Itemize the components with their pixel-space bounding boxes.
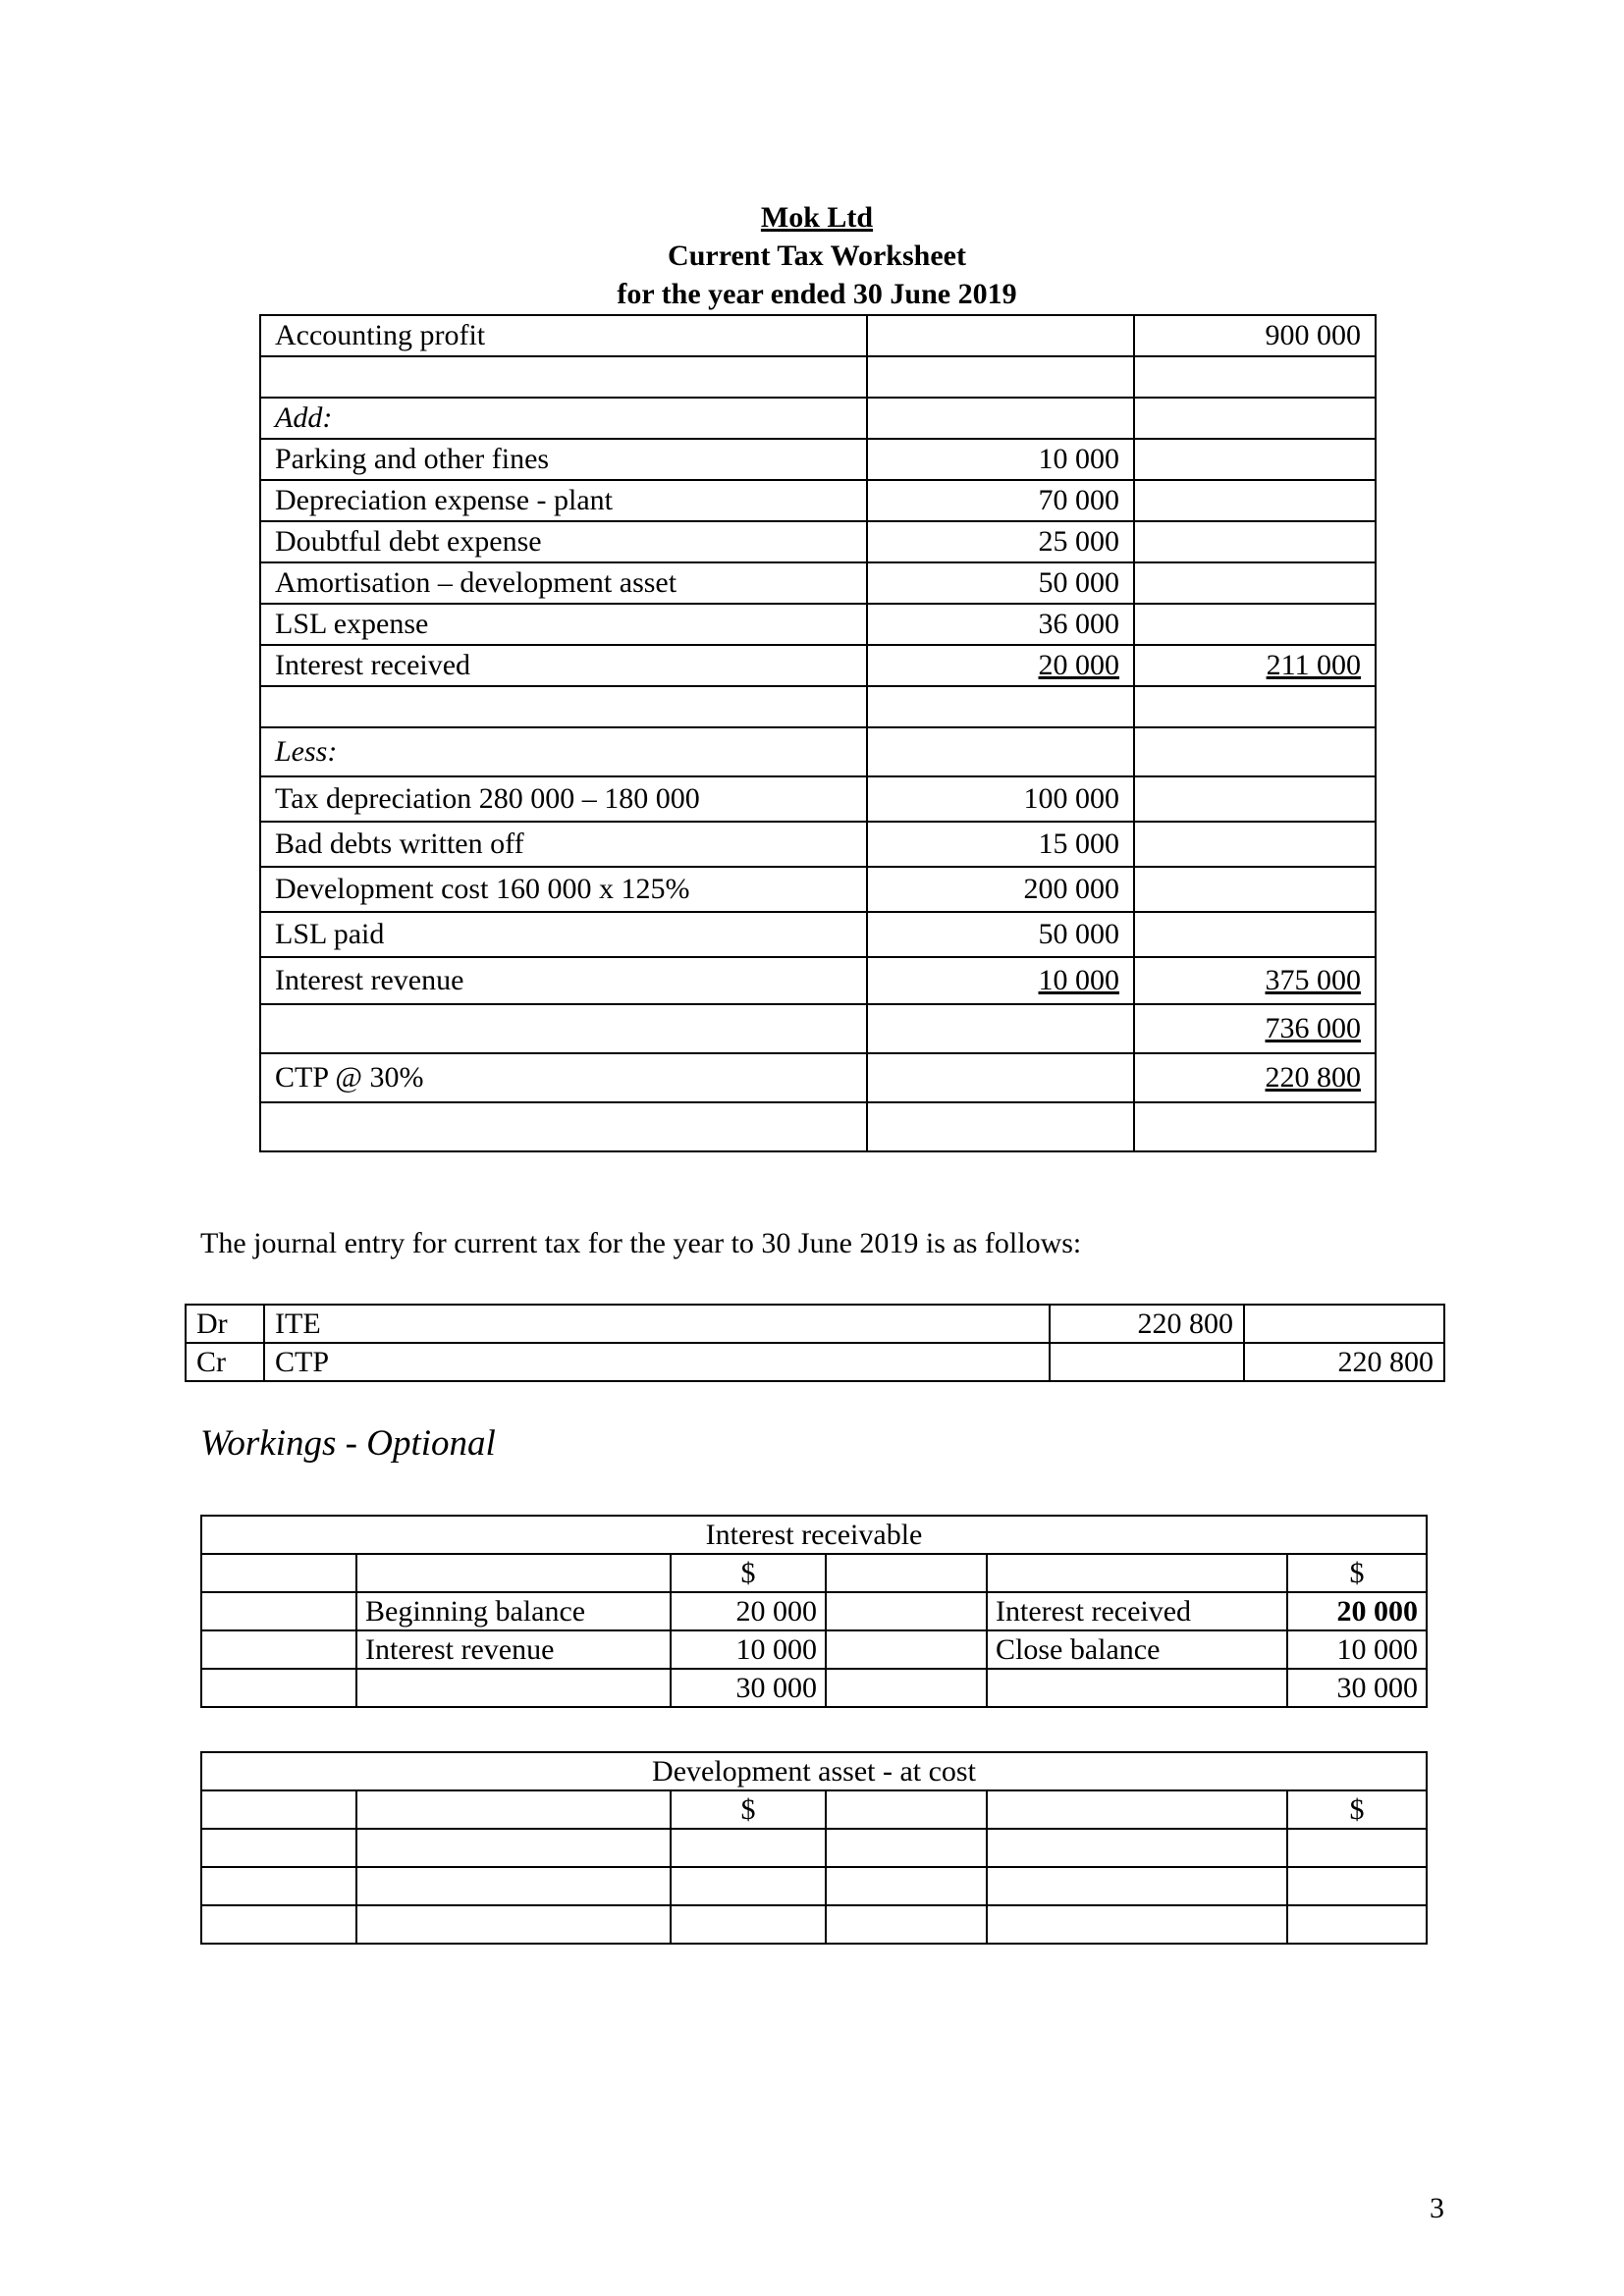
debit-amount: 10 000 — [671, 1630, 826, 1669]
current-tax-worksheet — [259, 314, 1377, 1152]
blank-row — [201, 1867, 1427, 1905]
journal-intro: The journal entry for current tax for the year to 30 June 2019 is as follows: — [200, 1227, 1082, 1259]
entry-debit: 220 800 — [1050, 1305, 1244, 1343]
company-name: Mok Ltd — [760, 201, 874, 234]
row-label: Parking and other fines — [260, 439, 867, 480]
table-row — [201, 1554, 1427, 1592]
table-row — [260, 822, 1376, 867]
table-row — [201, 1516, 1427, 1554]
blank-row — [260, 1102, 1376, 1151]
table-row — [260, 604, 1376, 645]
row-label: Doubtful debt expense — [260, 521, 867, 562]
development-asset-account — [200, 1751, 1428, 1945]
add-section-label: Add: — [260, 398, 867, 439]
table-row — [260, 1004, 1376, 1053]
row-amount: 100 000 — [867, 776, 1134, 822]
blank-row — [201, 1829, 1427, 1867]
table-row — [260, 645, 1376, 686]
row-label: Interest received — [260, 645, 867, 686]
journal-entry-table — [185, 1304, 1445, 1382]
table-row — [201, 1592, 1427, 1630]
entry-credit — [1244, 1305, 1444, 1343]
entry-side: Cr — [186, 1343, 264, 1381]
table-row — [260, 957, 1376, 1004]
table-row — [201, 1669, 1427, 1707]
ctp-total: 220 800 — [1265, 1061, 1361, 1094]
currency-label: $ — [1287, 1790, 1427, 1829]
credit-label: Close balance — [987, 1630, 1287, 1669]
row-amount: 10 000 — [867, 439, 1134, 480]
row-amount: 25 000 — [867, 521, 1134, 562]
row-label: Bad debts written off — [260, 822, 867, 867]
less-total: 375 000 — [1265, 964, 1361, 996]
table-row — [201, 1630, 1427, 1669]
account-title: Development asset - at cost — [201, 1752, 1427, 1790]
row-label: Tax depreciation 280 000 – 180 000 — [260, 776, 867, 822]
table-row — [201, 1790, 1427, 1829]
table-row — [260, 727, 1376, 776]
table-row — [260, 867, 1376, 912]
table-row — [260, 1053, 1376, 1102]
blank-row — [260, 686, 1376, 727]
account-title: Interest receivable — [201, 1516, 1427, 1554]
table-row — [186, 1343, 1444, 1381]
row-amount: 50 000 — [867, 562, 1134, 604]
workings-heading: Workings - Optional — [200, 1423, 496, 1464]
entry-debit — [1050, 1343, 1244, 1381]
credit-label: Interest received — [987, 1592, 1287, 1630]
add-total: 211 000 — [1266, 649, 1361, 681]
less-section-label: Less: — [260, 727, 867, 776]
worksheet-title: Current Tax Worksheet — [668, 240, 966, 272]
row-label: LSL paid — [260, 912, 867, 957]
entry-side: Dr — [186, 1305, 264, 1343]
debit-label: Beginning balance — [356, 1592, 671, 1630]
table-row — [260, 480, 1376, 521]
row-amount: 10 000 — [1038, 964, 1119, 996]
worksheet-header — [259, 198, 1375, 313]
entry-credit: 220 800 — [1244, 1343, 1444, 1381]
debit-label: Interest revenue — [356, 1630, 671, 1669]
row-amount: 20 000 — [1038, 649, 1119, 681]
table-row — [260, 521, 1376, 562]
page-number: 3 — [1430, 2192, 1444, 2224]
table-row — [260, 776, 1376, 822]
row-amount: 15 000 — [867, 822, 1134, 867]
debit-amount: 20 000 — [671, 1592, 826, 1630]
table-row — [260, 398, 1376, 439]
taxable-income: 736 000 — [1265, 1012, 1361, 1044]
worksheet-period: for the year ended 30 June 2019 — [617, 278, 1017, 310]
row-label: Accounting profit — [260, 315, 867, 356]
row-label: Depreciation expense - plant — [260, 480, 867, 521]
row-total: 900 000 — [1134, 315, 1376, 356]
row-amount: 36 000 — [867, 604, 1134, 645]
row-amount: 200 000 — [867, 867, 1134, 912]
row-amount: 70 000 — [867, 480, 1134, 521]
entry-account: ITE — [264, 1305, 1050, 1343]
row-label: Interest revenue — [260, 957, 867, 1004]
currency-label: $ — [671, 1790, 826, 1829]
currency-label: $ — [671, 1554, 826, 1592]
table-row — [186, 1305, 1444, 1343]
table-row — [201, 1752, 1427, 1790]
interest-receivable-account — [200, 1515, 1428, 1708]
credit-amount: 10 000 — [1287, 1630, 1427, 1669]
table-row — [260, 912, 1376, 957]
row-label: Development cost 160 000 x 125% — [260, 867, 867, 912]
row-label: Amortisation – development asset — [260, 562, 867, 604]
table-row — [260, 562, 1376, 604]
blank-row — [260, 356, 1376, 398]
credit-amount: 20 000 — [1287, 1592, 1427, 1630]
entry-account: CTP — [264, 1343, 1050, 1381]
credit-total: 30 000 — [1287, 1669, 1427, 1707]
currency-label: $ — [1287, 1554, 1427, 1592]
row-label: LSL expense — [260, 604, 867, 645]
table-row — [260, 439, 1376, 480]
row-label: CTP @ 30% — [260, 1053, 867, 1102]
debit-total: 30 000 — [671, 1669, 826, 1707]
row-amount: 50 000 — [867, 912, 1134, 957]
table-row — [260, 315, 1376, 356]
blank-row — [201, 1905, 1427, 1944]
